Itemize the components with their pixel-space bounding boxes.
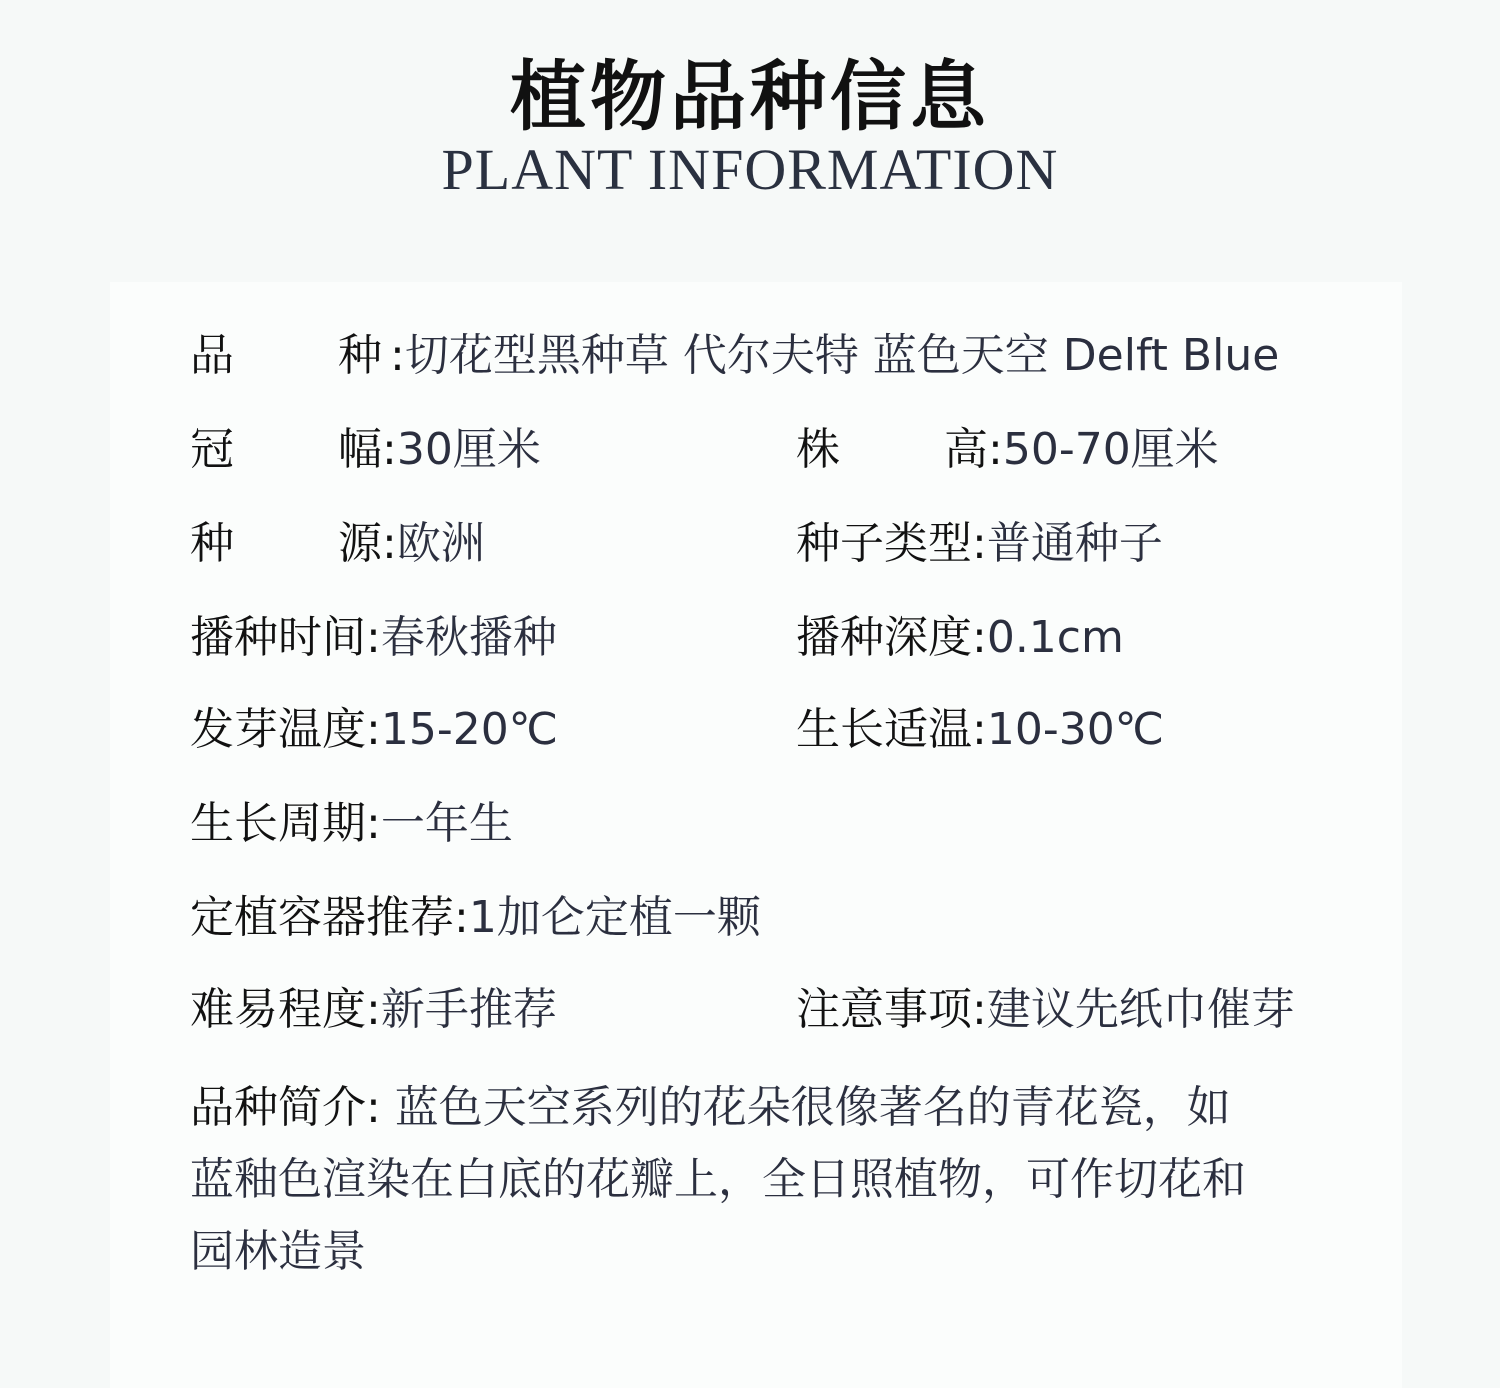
- germination-temp-value: 15-20℃: [380, 704, 559, 755]
- container-value: 1加仑定植一颗: [468, 892, 761, 943]
- growth-temp-value: 10-30℃: [986, 704, 1165, 755]
- height-label: 株 高: [796, 424, 988, 475]
- seed-type-field: 种子类型:普通种子: [796, 518, 1163, 569]
- intro-line-1: 品种简介: 蓝色天空系列的花朵很像著名的青花瓷，如: [190, 1082, 1231, 1133]
- intro-label: 品种简介: [190, 1082, 366, 1133]
- height-value: 50-70厘米: [1002, 424, 1219, 475]
- growth-temp-label: 生长适温: [796, 704, 972, 755]
- difficulty-value: 新手推荐: [380, 984, 557, 1035]
- origin-label: 种 源: [190, 518, 382, 569]
- container-label: 定植容器推荐: [190, 892, 454, 943]
- page-title: 植物品种信息: [510, 52, 990, 141]
- germination-temp-label: 发芽温度: [190, 704, 366, 755]
- notes-value: 建议先纸巾催芽: [986, 984, 1295, 1035]
- page-header: [0, 0, 1500, 280]
- notes-label: 注意事项: [796, 984, 972, 1035]
- height-field: 株 高:50-70厘米: [796, 424, 1219, 475]
- sowing-depth-field: 播种深度:0.1cm: [796, 612, 1124, 663]
- notes-field: 注意事项:建议先纸巾催芽: [796, 984, 1295, 1035]
- origin-value: 欧洲: [396, 518, 485, 569]
- sowing-time-label: 播种时间: [190, 612, 366, 663]
- seed-type-value: 普通种子: [986, 518, 1163, 569]
- info-row-origin: 种 源:欧洲 种子类型:普通种子: [190, 514, 1390, 574]
- sowing-time-value: 春秋播种: [380, 612, 557, 663]
- variety-value: 切花型黑种草 代尔夫特 蓝色天空 Delft Blue: [404, 330, 1280, 381]
- growth-cycle-value: 一年生: [380, 798, 513, 849]
- intro-line-3: 园林造景: [190, 1226, 366, 1277]
- info-row-cycle: 生长周期:一年生: [190, 798, 513, 849]
- seed-type-label: 种子类型: [796, 518, 972, 569]
- variety-label: 品 种: [190, 330, 382, 381]
- sowing-depth-label: 播种深度: [796, 612, 972, 663]
- info-row-container: 定植容器推荐:1加仑定植一颗: [190, 892, 761, 943]
- info-row-temperature: 发芽温度:15-20℃ 生长适温:10-30℃: [190, 700, 1390, 760]
- info-row-size: 冠 幅:30厘米 株 高:50-70厘米: [190, 420, 1390, 480]
- info-row-variety: 品 种 :切花型黑种草 代尔夫特 蓝色天空 Delft Blue: [190, 326, 1279, 386]
- crown-value: 30厘米: [396, 424, 541, 475]
- info-row-difficulty: 难易程度:新手推荐 注意事项:建议先纸巾催芽: [190, 980, 1390, 1040]
- info-row-sowing: 播种时间:春秋播种 播种深度:0.1cm: [190, 608, 1390, 668]
- growth-temp-field: 生长适温:10-30℃: [796, 704, 1165, 755]
- variety-intro: [190, 1072, 1360, 1288]
- difficulty-label: 难易程度: [190, 984, 366, 1035]
- growth-cycle-label: 生长周期: [190, 798, 366, 849]
- page-subtitle: PLANT INFORMATION: [441, 137, 1059, 202]
- sowing-depth-value: 0.1cm: [986, 612, 1124, 663]
- crown-label: 冠 幅: [190, 424, 382, 475]
- intro-line-2: 蓝釉色渲染在白底的花瓣上，全日照植物，可作切花和: [190, 1154, 1246, 1205]
